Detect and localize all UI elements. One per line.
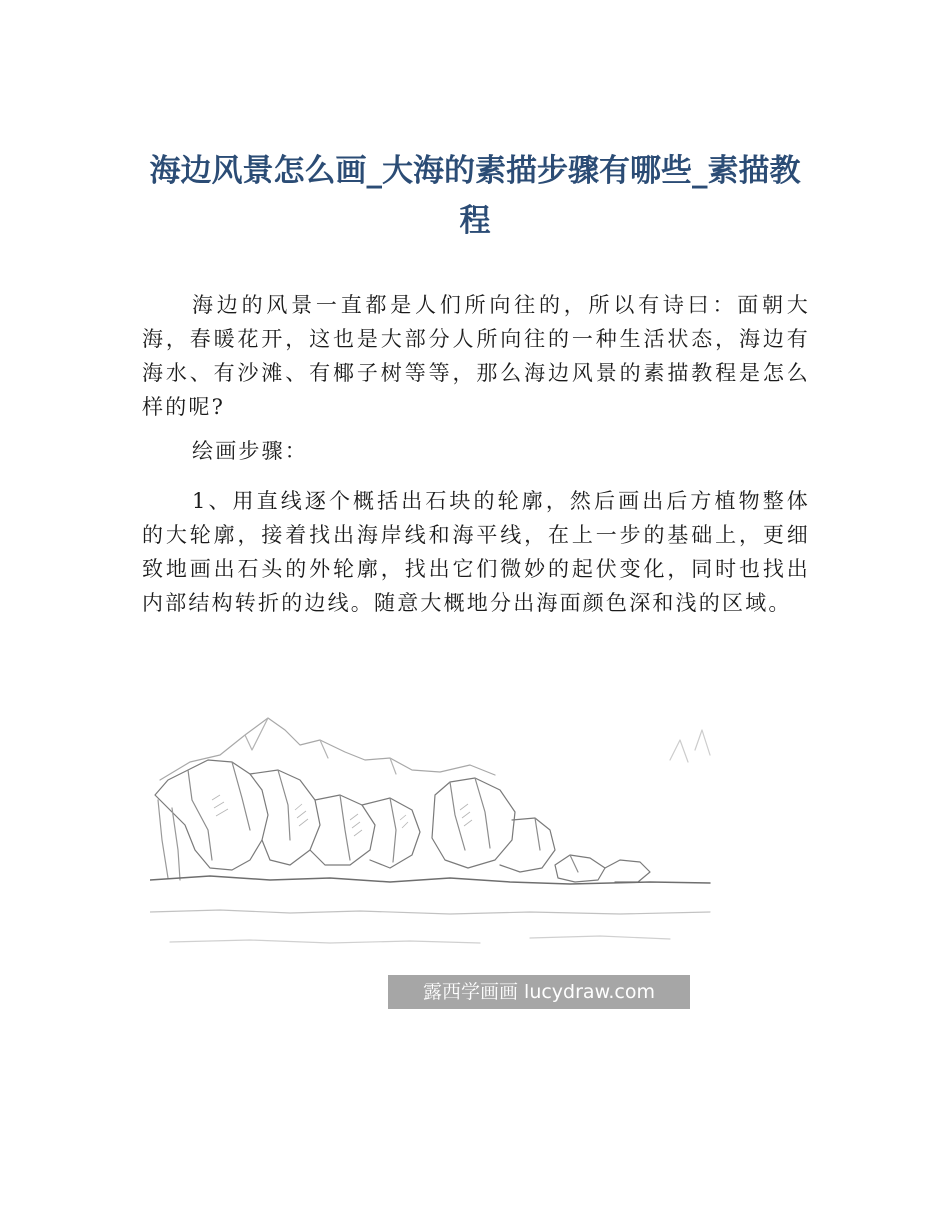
intro-paragraph: 海边的风景一直都是人们所向往的，所以有诗曰：面朝大海，春暖花开，这也是大部分人所向往的一种生活状态，海边有海水、有沙滩、有椰子树等等，那么海边风景的素描教程是怎么样的呢? [142, 293, 810, 419]
watermark-label: 露西学画画 lucydraw.com [388, 975, 690, 1009]
pencil-sketch-drawing [150, 700, 715, 1020]
page-title: 海边风景怎么画_大海的素描步骤有哪些_素描教程 [149, 153, 801, 239]
seaside-sketch-image [150, 700, 715, 1020]
steps-heading: 绘画步骤： [192, 439, 308, 463]
step-one-paragraph: 1、用直线逐个概括出石块的轮廓，然后画出后方植物整体的大轮廓，接着找出海岸线和海平线，在上一步的基础上，更细致地画出石头的外轮廓，找出它们微妙的起伏变化，同时也找出内部结构转折的边线。随意大概地分出海面颜色深和浅的区域。 [142, 489, 810, 615]
